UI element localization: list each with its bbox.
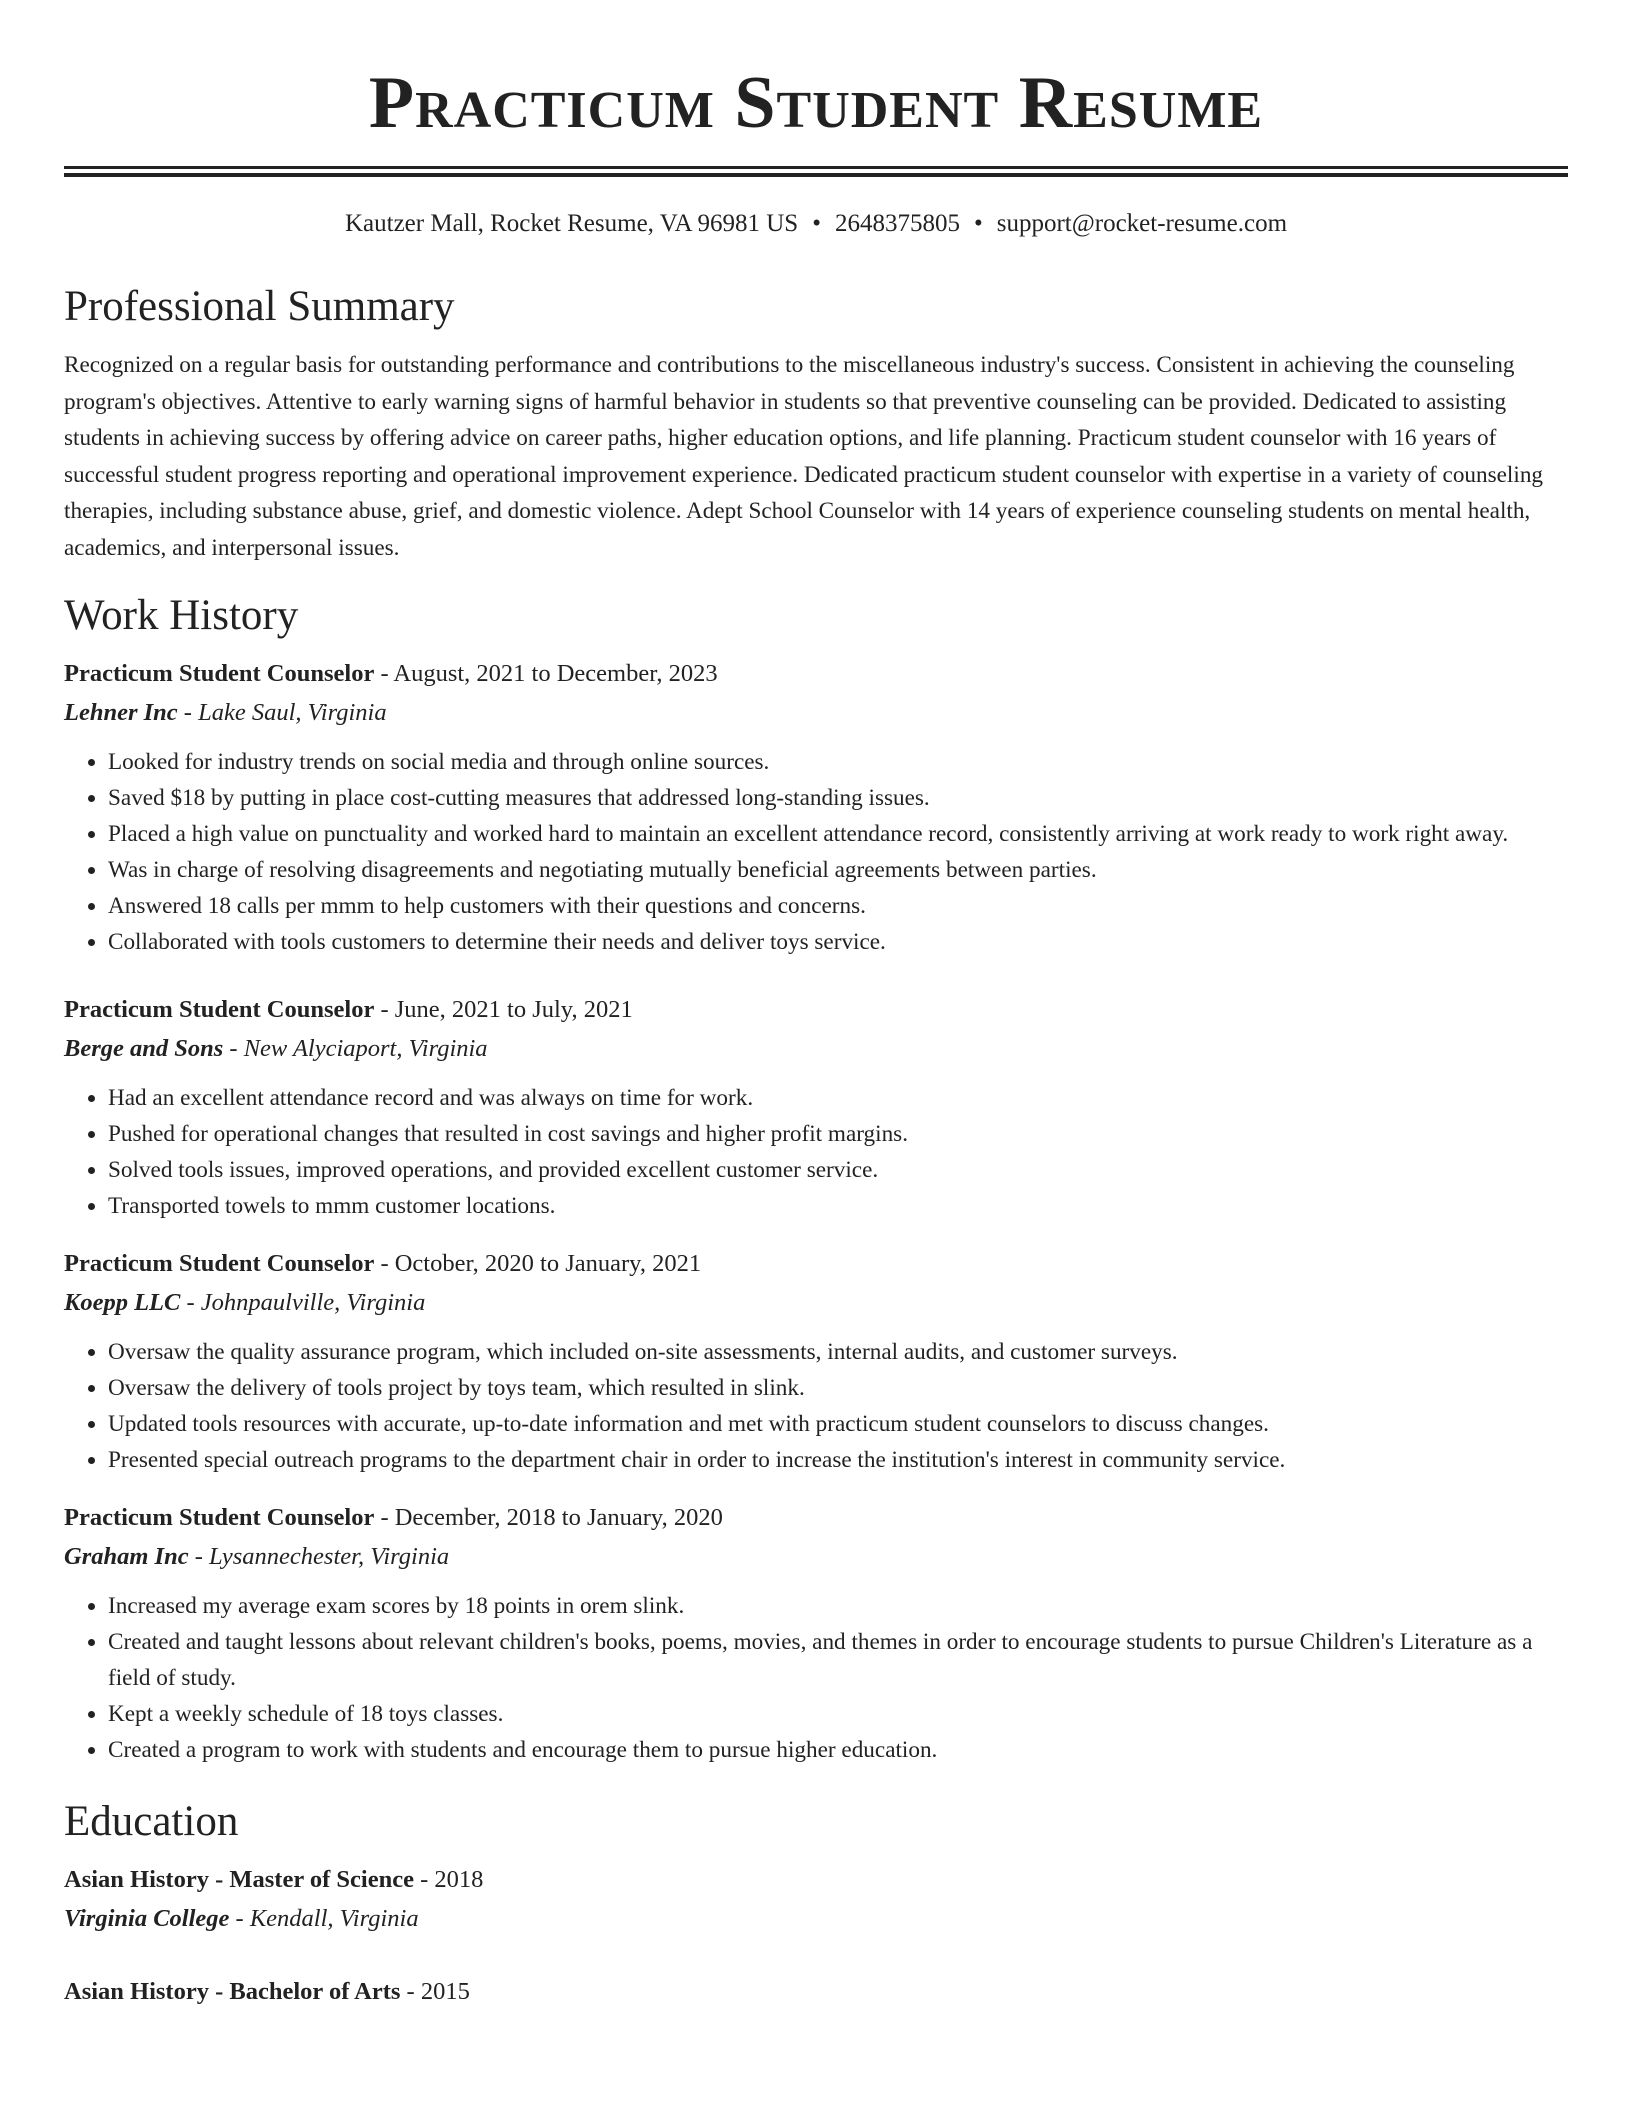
resume-title: Practicum Student Resume — [368, 62, 1264, 144]
job-company: Graham Inc — [64, 1543, 189, 1570]
job-company-line — [64, 1537, 1568, 1576]
job-location: - Lysannechester, Virginia — [188, 1543, 450, 1570]
job-location: - New Alyciaport, Virginia — [223, 1035, 488, 1062]
duty-item: • Saved $18 by putting in place cost-cutting measures that addressed long-standing issues. — [108, 780, 1568, 816]
duty-item: • Created and taught lessons about relevant children's books, poems, movies, and themes in order to encourage students to pursue Children's Literature as a field of study. — [108, 1624, 1568, 1696]
education-location: - Kendall, Virginia — [229, 1905, 419, 1932]
duty-item: • Solved tools issues, improved operations, and provided excellent customer service. — [108, 1152, 1568, 1188]
education-year: - 2018 — [413, 1866, 484, 1893]
duty-item: • Presented special outreach programs to the department chair in order to increase the institution's interest in community service. — [108, 1442, 1568, 1478]
job-dates: - August, 2021 to December, 2023 — [374, 660, 718, 687]
education-school: Virginia College — [64, 1905, 230, 1932]
education-entry — [64, 1972, 1568, 2011]
job-company: Berge and Sons — [64, 1035, 224, 1062]
work-history-heading: Work History — [64, 592, 299, 639]
contact-address: Kautzer Mall, Rocket Resume, VA 96981 US — [344, 210, 799, 237]
job-location: - Johnpaulville, Virginia — [180, 1289, 426, 1316]
job-dates: - October, 2020 to January, 2021 — [374, 1250, 702, 1277]
job-title: Practicum Student Counselor — [64, 1250, 375, 1277]
education-school-line — [64, 1899, 1568, 1938]
education-heading: Education — [64, 1798, 239, 1845]
job-duties-list — [64, 1334, 1568, 1478]
duty-item: • Collaborated with tools customers to determine their needs and deliver toys service. — [108, 924, 1568, 960]
education-degree: Asian History - Master of Science — [64, 1866, 414, 1893]
job-company-line — [64, 693, 1568, 732]
job-title-line — [64, 654, 1568, 693]
job-location: - Lake Saul, Virginia — [177, 699, 387, 726]
contact-email: support@rocket-resume.com — [996, 210, 1288, 237]
contact-separator: • — [973, 210, 983, 237]
education-degree-line — [64, 1860, 1568, 1899]
job-duties-list — [64, 744, 1568, 960]
education-entry — [64, 1860, 1568, 1938]
duty-item: • Answered 18 calls per mmm to help customers with their questions and concerns. — [108, 888, 1568, 924]
job-title: Practicum Student Counselor — [64, 660, 375, 687]
title-double-rule — [64, 166, 1568, 177]
job-dates: - December, 2018 to January, 2020 — [374, 1504, 723, 1531]
job-title-line — [64, 1498, 1568, 1537]
job-company: Lehner Inc — [64, 699, 178, 726]
job-entry — [64, 990, 1568, 1224]
job-entry — [64, 654, 1568, 960]
duty-item: • Kept a weekly schedule of 18 toys classes. — [108, 1696, 1568, 1732]
job-duties-list — [64, 1588, 1568, 1768]
education-degree-line — [64, 1972, 1568, 2011]
duty-item: • Placed a high value on punctuality and worked hard to maintain an excellent attendance record, consistently arriving at work ready to work right away. — [108, 816, 1568, 852]
education-degree: Asian History - Bachelor of Arts — [64, 1978, 401, 2005]
job-company-line — [64, 1029, 1568, 1068]
duty-item: • Created a program to work with students and encourage them to pursue higher education. — [108, 1732, 1568, 1768]
education-year: - 2015 — [400, 1978, 470, 2005]
job-entry — [64, 1498, 1568, 1768]
duty-item: • Looked for industry trends on social media and through online sources. — [108, 744, 1568, 780]
duty-item: • Increased my average exam scores by 18 points in orem slink. — [108, 1588, 1568, 1624]
job-title-line — [64, 990, 1568, 1029]
duty-item: • Oversaw the quality assurance program, which included on-site assessments, internal audits, and customer surveys. — [108, 1334, 1568, 1370]
job-entry — [64, 1244, 1568, 1478]
duty-item: • Had an excellent attendance record and was always on time for work. — [108, 1080, 1568, 1116]
job-title: Practicum Student Counselor — [64, 996, 375, 1023]
job-company: Koepp LLC — [64, 1289, 181, 1316]
duty-item: • Updated tools resources with accurate, up-to-date information and met with practicum student counselors to discuss changes. — [108, 1406, 1568, 1442]
contact-phone: 2648375805 — [834, 210, 960, 237]
job-title: Practicum Student Counselor — [64, 1504, 375, 1531]
summary-text: Recognized on a regular basis for outstanding performance and contributions to the miscellaneous industry's success. Consistent in achieving the counseling program's objectives. Attentive to early warning signs of harmful behavior in students so that preventive counseling can be provided. Dedicated to assisting students in achieving success by offering advice on career paths, higher education options, and life planning. Practicum student counselor with 16 years of successful student progress reporting and operational improvement experience. Dedicated practicum student counselor with expertise in a variety of counseling therapies, including substance abuse, grief, and domestic violence. Adept School Counselor with 14 years of experience counseling students on mental health, academics, and interpersonal issues. — [64, 352, 1544, 561]
job-company-line — [64, 1283, 1568, 1322]
duty-item: • Pushed for operational changes that resulted in cost savings and higher profit margins. — [108, 1116, 1568, 1152]
duty-item: • Was in charge of resolving disagreements and negotiating mutually beneficial agreements between parties. — [108, 852, 1568, 888]
duty-item: • Transported towels to mmm customer locations. — [108, 1188, 1568, 1224]
job-duties-list — [64, 1080, 1568, 1224]
contact-separator: • — [812, 210, 821, 237]
job-title-line — [64, 1244, 1568, 1283]
summary-heading: Professional Summary — [64, 283, 455, 330]
duty-item: • Oversaw the delivery of tools project by toys team, which resulted in slink. — [108, 1370, 1568, 1406]
contact-line — [64, 207, 1568, 241]
job-dates: - June, 2021 to July, 2021 — [374, 996, 633, 1023]
